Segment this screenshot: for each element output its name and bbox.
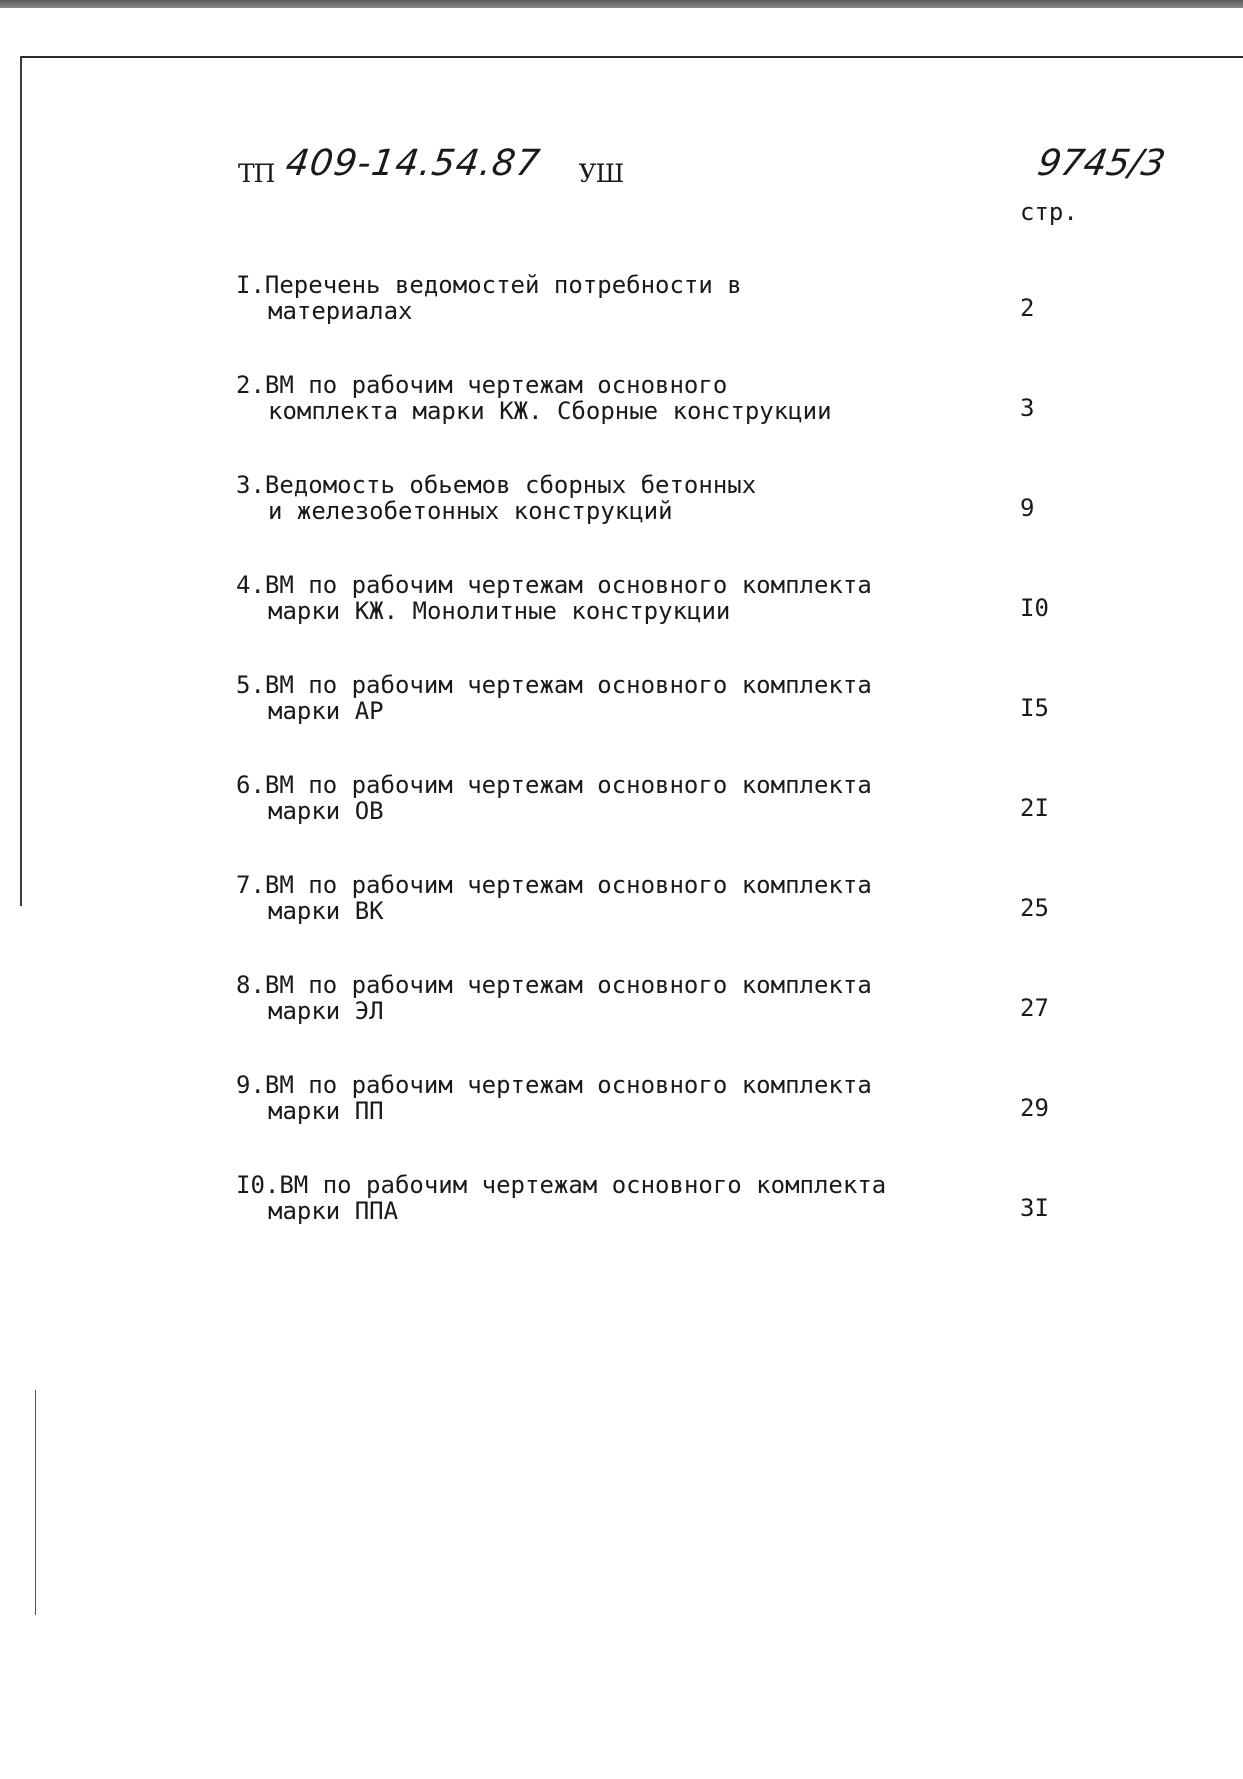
list-item <box>236 972 996 1024</box>
entry-title-line2: марки ОВ <box>268 797 384 825</box>
entry-number: 8. <box>236 971 265 999</box>
list-item <box>236 672 996 724</box>
entry-number: 2. <box>236 371 265 399</box>
entry-number: 9. <box>236 1071 265 1099</box>
entry-title-line2: марки АР <box>268 697 384 725</box>
entry-title-line1: Перечень ведомостей потребности в <box>264 271 742 299</box>
entry-page-number: 27 <box>1020 994 1049 1022</box>
entry-page-number: I0 <box>1020 594 1049 622</box>
entry-page-number: 9 <box>1020 494 1035 522</box>
entry-title-line2: марки ППА <box>268 1197 399 1225</box>
entry-title-line2: марки ЭЛ <box>268 997 384 1025</box>
entry-title-line1: ВМ по рабочим чертежам основного комплекта <box>279 1171 887 1199</box>
header-suffix: УШ <box>578 159 624 188</box>
entry-title-line1: ВМ по рабочим чертежам основного <box>264 371 728 399</box>
entry-page-number: 29 <box>1020 1094 1049 1122</box>
list-item <box>236 772 996 824</box>
scan-top-edge <box>0 0 1243 8</box>
list-item <box>236 372 996 424</box>
header-prefix: ТП <box>238 159 275 188</box>
entry-page-number: I5 <box>1020 694 1049 722</box>
entry-number: 4. <box>236 571 265 599</box>
entry-title-line2: марки ПП <box>268 1097 384 1125</box>
entry-title-line2: комплекта марки КЖ. Сборные конструкции <box>268 397 832 425</box>
page-column-label: стр. <box>1020 198 1078 226</box>
list-item <box>236 272 996 324</box>
entry-title-line1: ВМ по рабочим чертежам основного комплекта <box>264 1071 872 1099</box>
entry-number: 5. <box>236 671 265 699</box>
document-header <box>238 143 624 188</box>
entry-number: I. <box>236 271 265 299</box>
entry-title-line1: ВМ по рабочим чертежам основного комплекта <box>264 971 872 999</box>
entry-number: 6. <box>236 771 265 799</box>
entry-title-line1: Ведомость обьемов сборных бетонных <box>264 471 757 499</box>
header-code-handwritten: 409-14.54.87 <box>283 143 544 184</box>
entry-page-number: 3I <box>1020 1194 1049 1222</box>
entry-title-line1: ВМ по рабочим чертежам основного комплекта <box>264 771 872 799</box>
entry-title-line2: и железобетонных конструкций <box>268 497 673 525</box>
entry-title-line2: материалах <box>268 297 413 325</box>
entry-number: I0. <box>236 1171 280 1199</box>
entry-title-line1: ВМ по рабочим чертежам основного комплекта <box>264 571 872 599</box>
entry-page-number: 25 <box>1020 894 1049 922</box>
frame-border-left <box>20 56 22 906</box>
list-item <box>236 1072 996 1124</box>
list-item <box>236 572 996 624</box>
entry-title-line2: марки ВК <box>268 897 384 925</box>
list-item <box>236 872 996 924</box>
list-item <box>236 472 996 524</box>
entry-number: 3. <box>236 471 265 499</box>
entry-page-number: 2I <box>1020 794 1049 822</box>
sheet-number-handwritten: 9745/3 <box>1034 143 1169 184</box>
entry-title-line1: ВМ по рабочим чертежам основного комплекта <box>264 671 872 699</box>
entry-number: 7. <box>236 871 265 899</box>
frame-border-left-lower <box>35 1390 36 1615</box>
entry-title-line1: ВМ по рабочим чертежам основного комплекта <box>264 871 872 899</box>
entry-page-number: 2 <box>1020 294 1035 322</box>
entry-title-line2: марки КЖ. Монолитные конструкции <box>268 597 731 625</box>
entry-page-number: 3 <box>1020 394 1035 422</box>
list-item <box>236 1172 996 1224</box>
frame-border-top <box>20 56 1243 58</box>
